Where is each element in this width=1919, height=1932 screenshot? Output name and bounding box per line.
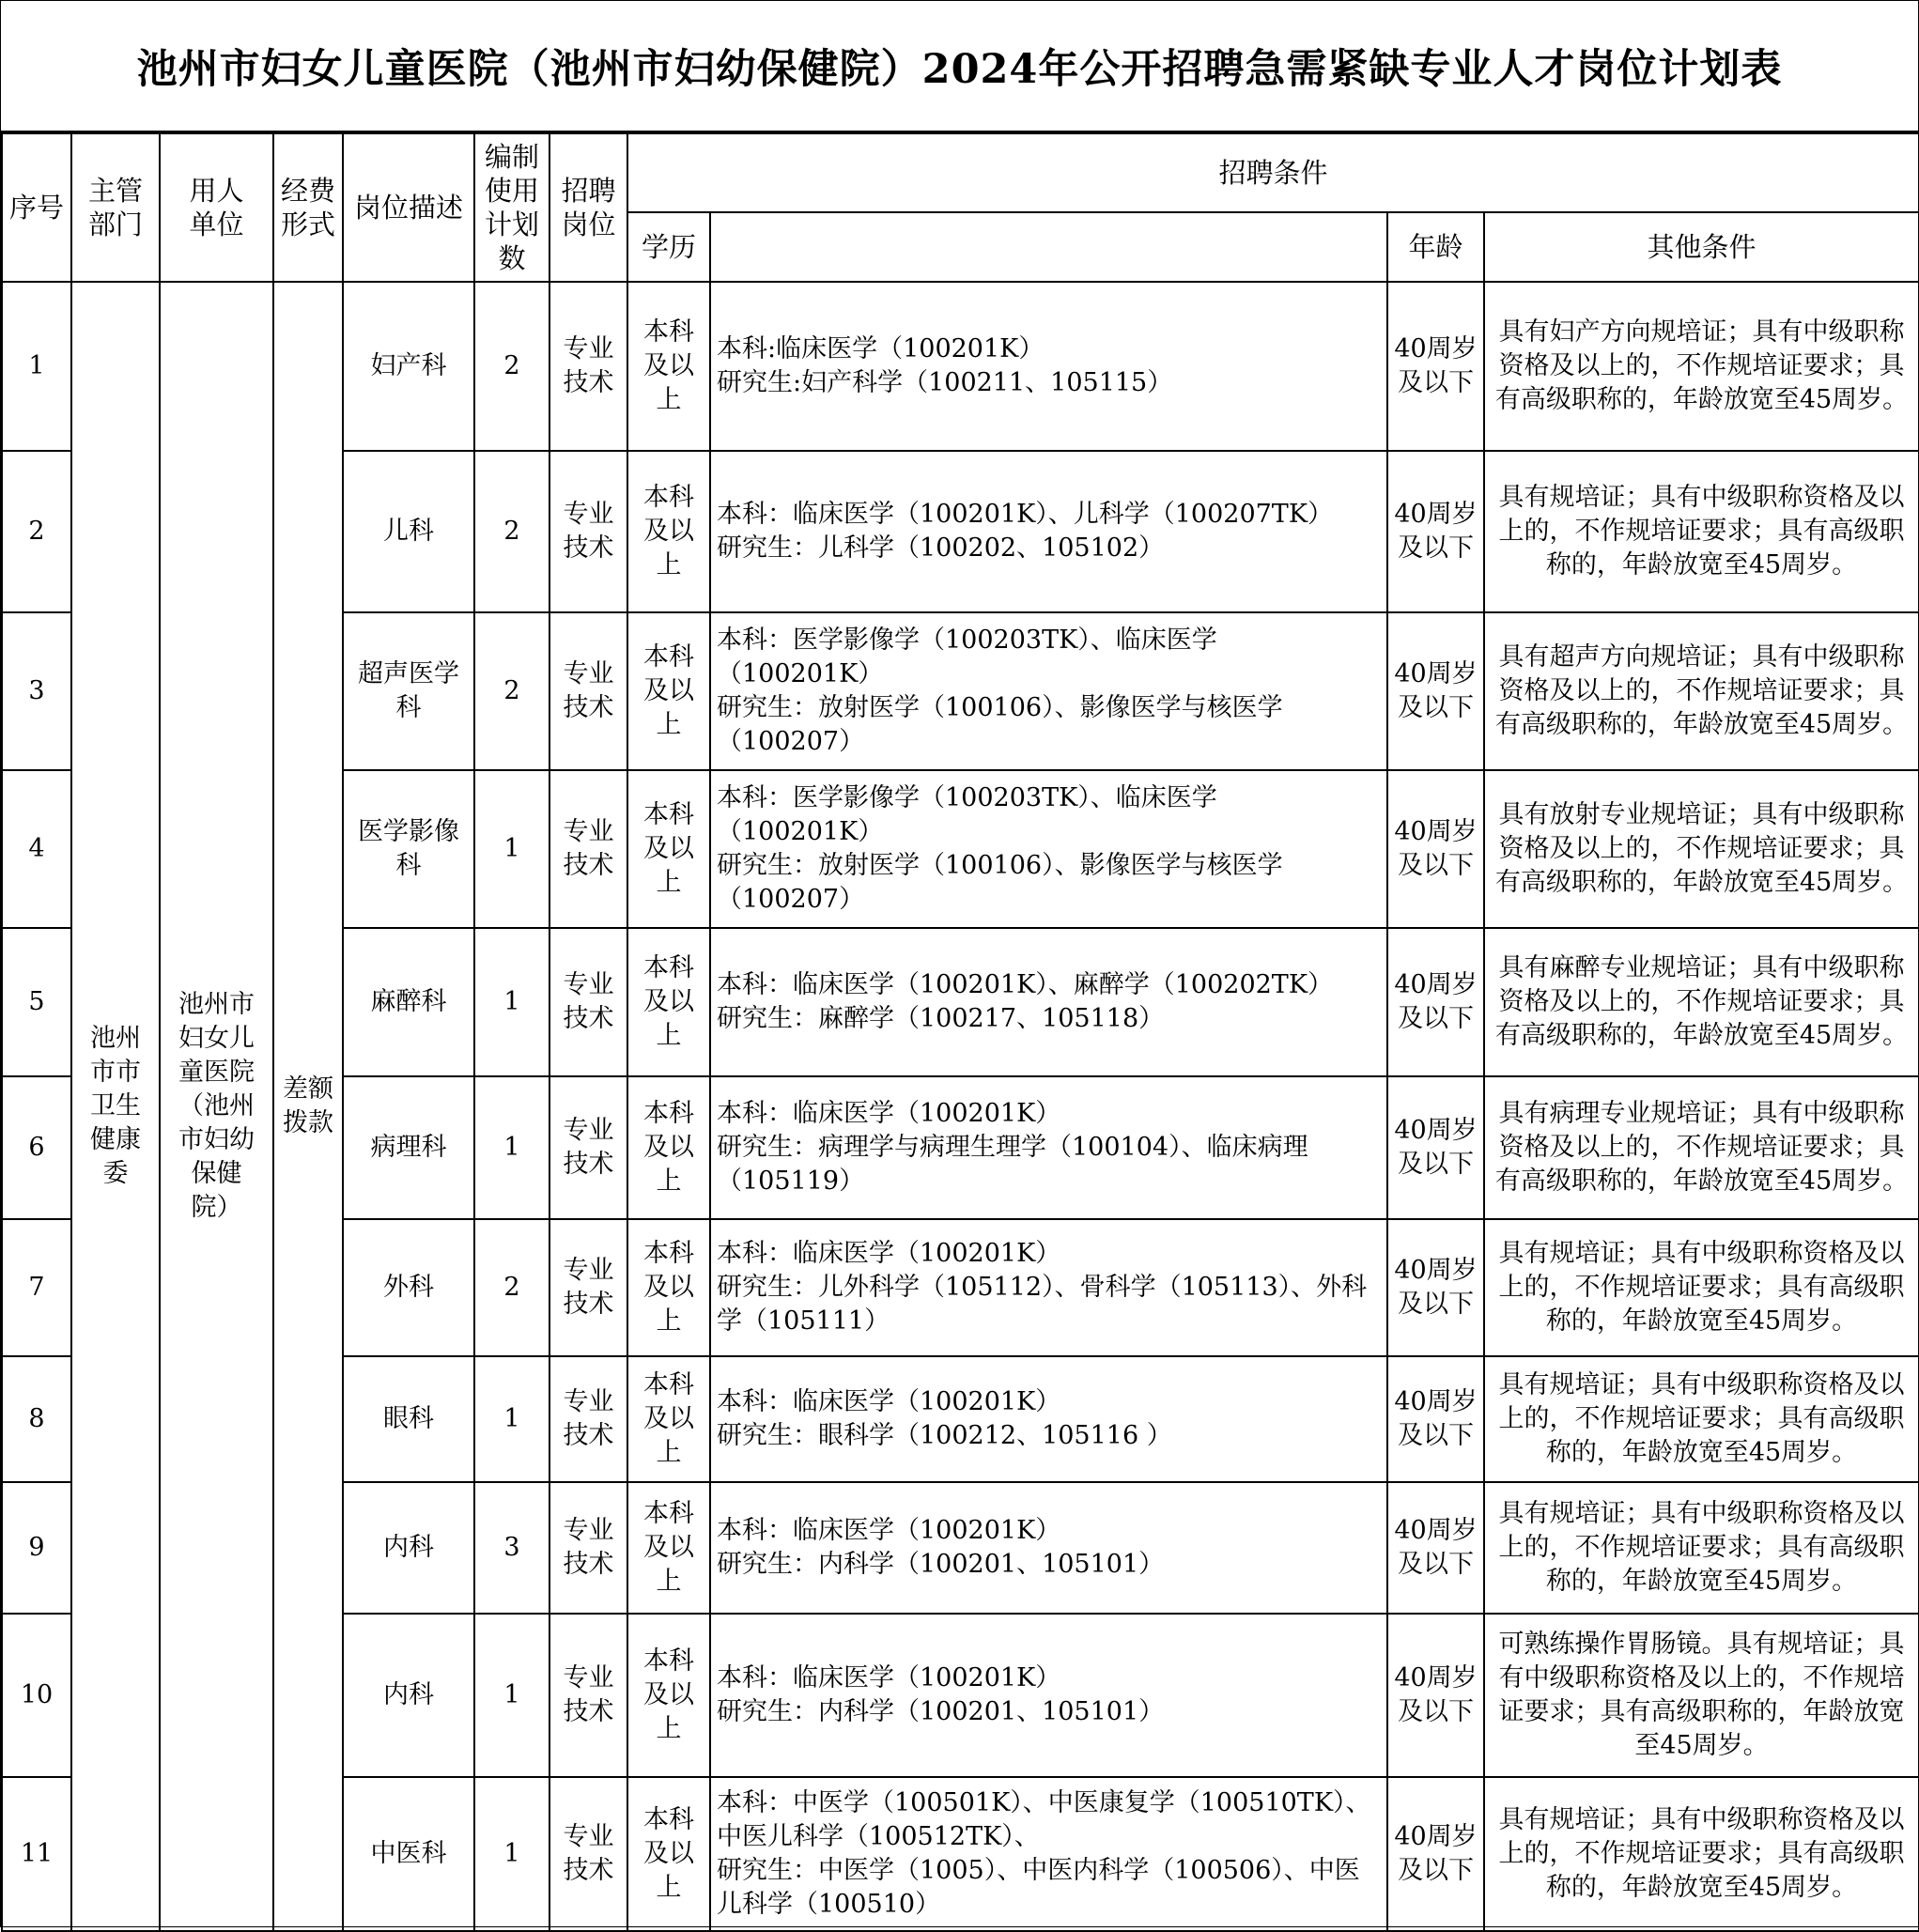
row-seq: 9 [2, 1482, 71, 1614]
row-quota: 2 [474, 612, 549, 770]
row-position: 麻醉科 [343, 928, 474, 1076]
row-post: 专业 技术 [549, 612, 627, 770]
row-position: 儿科 [343, 451, 474, 612]
row-major: 本科：医学影像学（100203TK）、临床医学（100201K） 研究生：放射医学（100106）、影像医学与核医学（100207） [710, 612, 1387, 770]
header-major [710, 212, 1387, 282]
row-quota: 1 [474, 1777, 549, 1931]
row-other: 具有规培证；具有中级职称资格及以上的，不作规培证要求；具有高级职称的，年龄放宽至45周岁。 [1484, 1219, 1919, 1356]
row-position: 医学影像 科 [343, 770, 474, 928]
row-major: 本科：临床医学（100201K） 研究生：内科学（100201、105101） [710, 1482, 1387, 1614]
row-other: 具有放射专业规培证；具有中级职称资格及以上的，不作规培证要求；具有高级职称的，年龄放宽至45周岁。 [1484, 770, 1919, 928]
row-education: 本科 及以 上 [627, 770, 710, 928]
row-quota: 2 [474, 451, 549, 612]
row-post: 专业 技术 [549, 1356, 627, 1482]
row-education: 本科 及以 上 [627, 1219, 710, 1356]
recruitment-table [1, 132, 1919, 1932]
row-seq: 3 [2, 612, 71, 770]
header-dept: 主管 部门 [71, 133, 160, 282]
row-other: 具有规培证；具有中级职称资格及以上的，不作规培证要求；具有高级职称的，年龄放宽至45周岁。 [1484, 1482, 1919, 1614]
shared-funding: 差额 拨款 [273, 282, 343, 1931]
row-other: 具有妇产方向规培证；具有中级职称资格及以上的，不作规培证要求；具有高级职称的，年龄放宽至45周岁。 [1484, 282, 1919, 451]
row-other: 具有麻醉专业规培证；具有中级职称资格及以上的，不作规培证要求；具有高级职称的，年龄放宽至45周岁。 [1484, 928, 1919, 1076]
shared-dept: 池州 市市 卫生 健康 委 [71, 282, 160, 1931]
row-age: 40周岁 及以下 [1387, 1614, 1484, 1777]
row-major: 本科:临床医学（100201K） 研究生:妇产科学（100211、105115） [710, 282, 1387, 451]
row-post: 专业 技术 [549, 1076, 627, 1219]
row-other: 具有规培证；具有中级职称资格及以上的，不作规培证要求；具有高级职称的，年龄放宽至45周岁。 [1484, 1777, 1919, 1931]
row-age: 40周岁 及以下 [1387, 451, 1484, 612]
row-major: 本科：临床医学（100201K） 研究生：内科学（100201、105101） [710, 1614, 1387, 1777]
header-other: 其他条件 [1484, 212, 1919, 282]
row-other: 具有规培证；具有中级职称资格及以上的，不作规培证要求；具有高级职称的，年龄放宽至45周岁。 [1484, 1356, 1919, 1482]
header-funding: 经费 形式 [273, 133, 343, 282]
row-position: 内科 [343, 1614, 474, 1777]
row-age: 40周岁 及以下 [1387, 1356, 1484, 1482]
row-position: 眼科 [343, 1356, 474, 1482]
row-position: 妇产科 [343, 282, 474, 451]
row-post: 专业 技术 [549, 451, 627, 612]
row-major: 本科：临床医学（100201K）、麻醉学（100202TK） 研究生：麻醉学（100217、105118） [710, 928, 1387, 1076]
row-other: 具有超声方向规培证；具有中级职称资格及以上的，不作规培证要求；具有高级职称的，年龄放宽至45周岁。 [1484, 612, 1919, 770]
row-quota: 1 [474, 1076, 549, 1219]
row-education: 本科 及以 上 [627, 612, 710, 770]
header-post: 招聘 岗位 [549, 133, 627, 282]
row-other: 具有规培证；具有中级职称资格及以上的，不作规培证要求；具有高级职称的，年龄放宽至45周岁。 [1484, 451, 1919, 612]
header-conditions: 招聘条件 [627, 133, 1919, 212]
row-quota: 1 [474, 928, 549, 1076]
row-age: 40周岁 及以下 [1387, 1777, 1484, 1931]
row-education: 本科 及以 上 [627, 1614, 710, 1777]
row-age: 40周岁 及以下 [1387, 1219, 1484, 1356]
row-post: 专业 技术 [549, 1614, 627, 1777]
row-seq: 6 [2, 1076, 71, 1219]
row-seq: 2 [2, 451, 71, 612]
row-quota: 1 [474, 1356, 549, 1482]
row-position: 中医科 [343, 1777, 474, 1931]
row-age: 40周岁 及以下 [1387, 612, 1484, 770]
row-other: 可熟练操作胃肠镜。具有规培证；具有中级职称资格及以上的，不作规培证要求；具有高级职称的，年龄放宽至45周岁。 [1484, 1614, 1919, 1777]
row-seq: 5 [2, 928, 71, 1076]
header-employer: 用人 单位 [160, 133, 273, 282]
row-position: 内科 [343, 1482, 474, 1614]
row-age: 40周岁 及以下 [1387, 1076, 1484, 1219]
table-body [2, 282, 1919, 1931]
row-seq: 4 [2, 770, 71, 928]
row-education: 本科 及以 上 [627, 282, 710, 451]
row-age: 40周岁 及以下 [1387, 928, 1484, 1076]
row-seq: 7 [2, 1219, 71, 1356]
table-row [2, 282, 1919, 451]
header-seq: 序号 [2, 133, 71, 282]
header-age: 年龄 [1387, 212, 1484, 282]
row-seq: 11 [2, 1777, 71, 1931]
row-education: 本科 及以 上 [627, 1777, 710, 1931]
row-major: 本科：临床医学（100201K） 研究生：病理学与病理生理学（100104）、临床病理（105119） [710, 1076, 1387, 1219]
row-education: 本科 及以 上 [627, 1482, 710, 1614]
row-age: 40周岁 及以下 [1387, 770, 1484, 928]
row-major: 本科：临床医学（100201K） 研究生：眼科学（100212、105116 ） [710, 1356, 1387, 1482]
row-education: 本科 及以 上 [627, 1356, 710, 1482]
row-education: 本科 及以 上 [627, 928, 710, 1076]
row-major: 本科：临床医学（100201K） 研究生：儿外科学（105112）、骨科学（105113）、外科学（105111） [710, 1219, 1387, 1356]
row-quota: 1 [474, 1614, 549, 1777]
row-position: 病理科 [343, 1076, 474, 1219]
header-quota: 编制 使用 计划 数 [474, 133, 549, 282]
row-position: 超声医学 科 [343, 612, 474, 770]
row-major: 本科：临床医学（100201K）、儿科学（100207TK） 研究生：儿科学（100202、105102） [710, 451, 1387, 612]
row-post: 专业 技术 [549, 282, 627, 451]
shared-employer: 池州市 妇女儿 童医院 （池州 市妇幼 保健 院） [160, 282, 273, 1931]
row-quota: 1 [474, 770, 549, 928]
header-position: 岗位描述 [343, 133, 474, 282]
row-other: 具有病理专业规培证；具有中级职称资格及以上的，不作规培证要求；具有高级职称的，年龄放宽至45周岁。 [1484, 1076, 1919, 1219]
row-post: 专业 技术 [549, 770, 627, 928]
row-age: 40周岁 及以下 [1387, 1482, 1484, 1614]
row-age: 40周岁 及以下 [1387, 282, 1484, 451]
row-post: 专业 技术 [549, 1219, 627, 1356]
row-post: 专业 技术 [549, 1482, 627, 1614]
row-major: 本科：中医学（100501K）、中医康复学（100510TK）、中医儿科学（100512TK）、 研究生：中医学（1005）、中医内科学（100506）、中医儿科学（100510） [710, 1777, 1387, 1931]
row-post: 专业 技术 [549, 928, 627, 1076]
row-quota: 2 [474, 282, 549, 451]
row-seq: 1 [2, 282, 71, 451]
row-seq: 8 [2, 1356, 71, 1482]
page-title: 池州市妇女儿童医院（池州市妇幼保健院）2024年公开招聘急需紧缺专业人才岗位计划表 [1, 1, 1918, 132]
row-quota: 3 [474, 1482, 549, 1614]
row-quota: 2 [474, 1219, 549, 1356]
row-major: 本科：医学影像学（100203TK）、临床医学（100201K） 研究生：放射医学（100106）、影像医学与核医学（100207） [710, 770, 1387, 928]
header-education: 学历 [627, 212, 710, 282]
row-position: 外科 [343, 1219, 474, 1356]
row-seq: 10 [2, 1614, 71, 1777]
row-education: 本科 及以 上 [627, 1076, 710, 1219]
row-education: 本科 及以 上 [627, 451, 710, 612]
row-post: 专业 技术 [549, 1777, 627, 1931]
